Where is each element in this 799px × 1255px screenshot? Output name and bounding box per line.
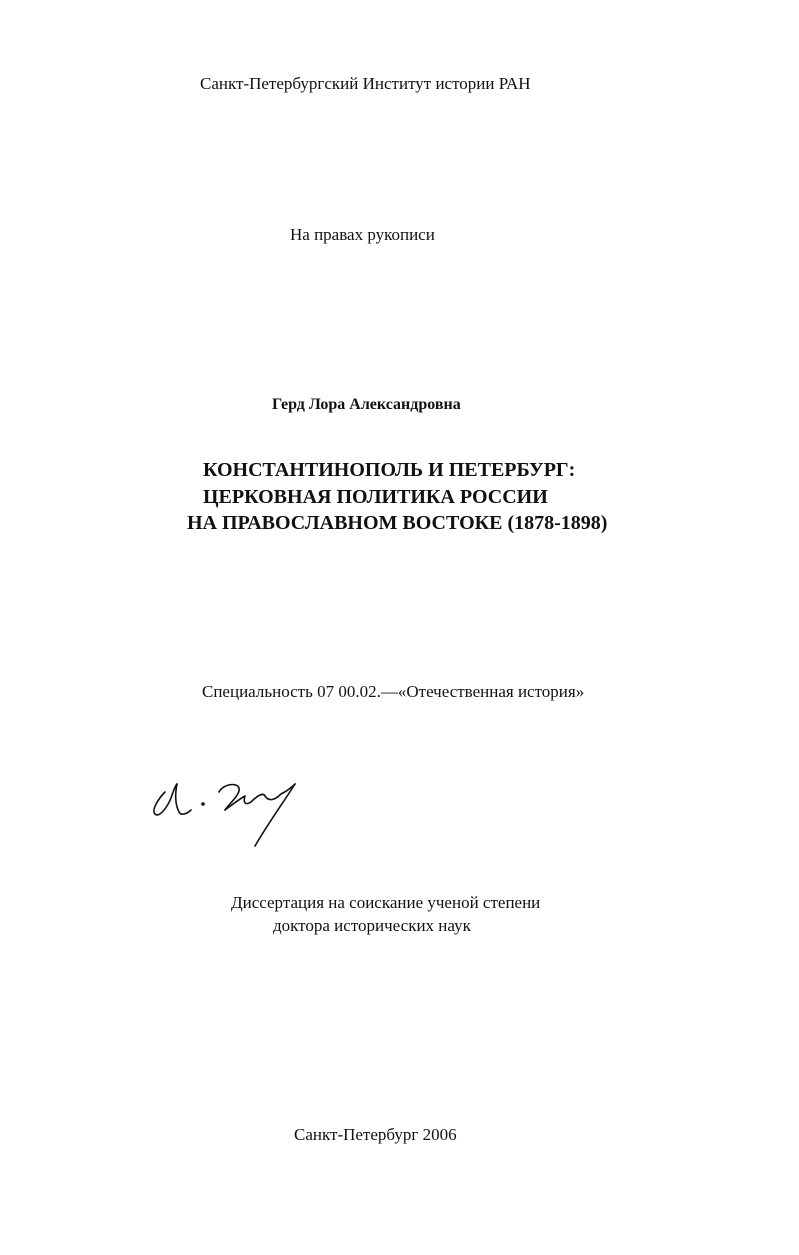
institute-name: Санкт-Петербургский Институт истории РАН <box>200 74 531 93</box>
author-name: Герд Лора Александровна <box>272 396 461 413</box>
place-and-year: Санкт-Петербург 2006 <box>294 1125 457 1144</box>
degree-line: Диссертация на соискание ученой степени <box>231 893 541 912</box>
title-line: ЦЕРКОВНАЯ ПОЛИТИКА РОССИИ <box>203 486 548 508</box>
rights-notice: На правах рукописи <box>290 225 435 244</box>
handwritten-signature-icon <box>145 770 320 850</box>
degree-line: доктора исторических наук <box>273 916 471 935</box>
title-line: КОНСТАНТИНОПОЛЬ И ПЕТЕРБУРГ: <box>203 459 576 481</box>
specialty-line: Специальность 07 00.02.—«Отечественная история» <box>202 682 585 701</box>
title-line: НА ПРАВОСЛАВНОМ ВОСТОКЕ (1878-1898) <box>187 512 608 534</box>
